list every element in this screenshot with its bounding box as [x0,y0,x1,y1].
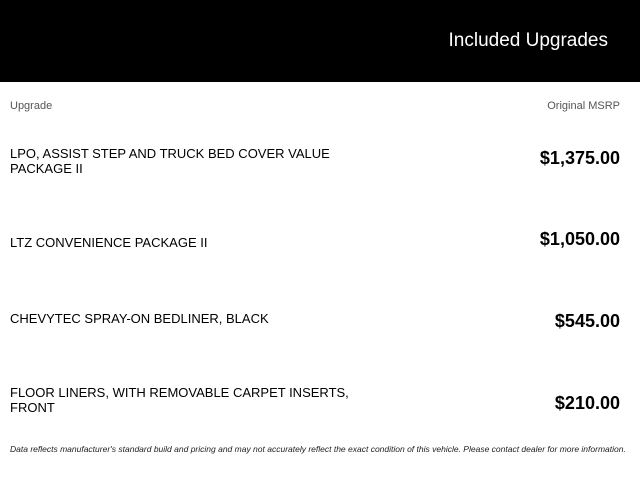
upgrade-price: $1,050.00 [539,229,620,249]
page-title: Included Upgrades [448,30,608,51]
disclaimer-text: Data reflects manufacturer's standard build and pricing and may not accurately reflect the exact condition of this vehicle. Please contact dealer for more information. [10,444,626,454]
upgrade-price: $545.00 [554,311,620,331]
msrp-column-header: Original MSRP [547,100,620,112]
upgrade-price: $210.00 [554,393,620,413]
upgrade-name: CHEVYTEC SPRAY-ON BEDLINER, BLACK [10,311,269,326]
upgrade-price: $1,375.00 [539,148,620,168]
upgrade-name: LTZ CONVENIENCE PACKAGE II [10,235,208,250]
upgrade-name: LPO, ASSIST STEP AND TRUCK BED COVER VALUE PACKAGE II [10,146,330,176]
upgrade-column-header: Upgrade [10,100,53,112]
upgrade-name: FLOOR LINERS, WITH REMOVABLE CARPET INSERTS, FRONT [10,385,349,415]
header-bar [0,0,640,82]
